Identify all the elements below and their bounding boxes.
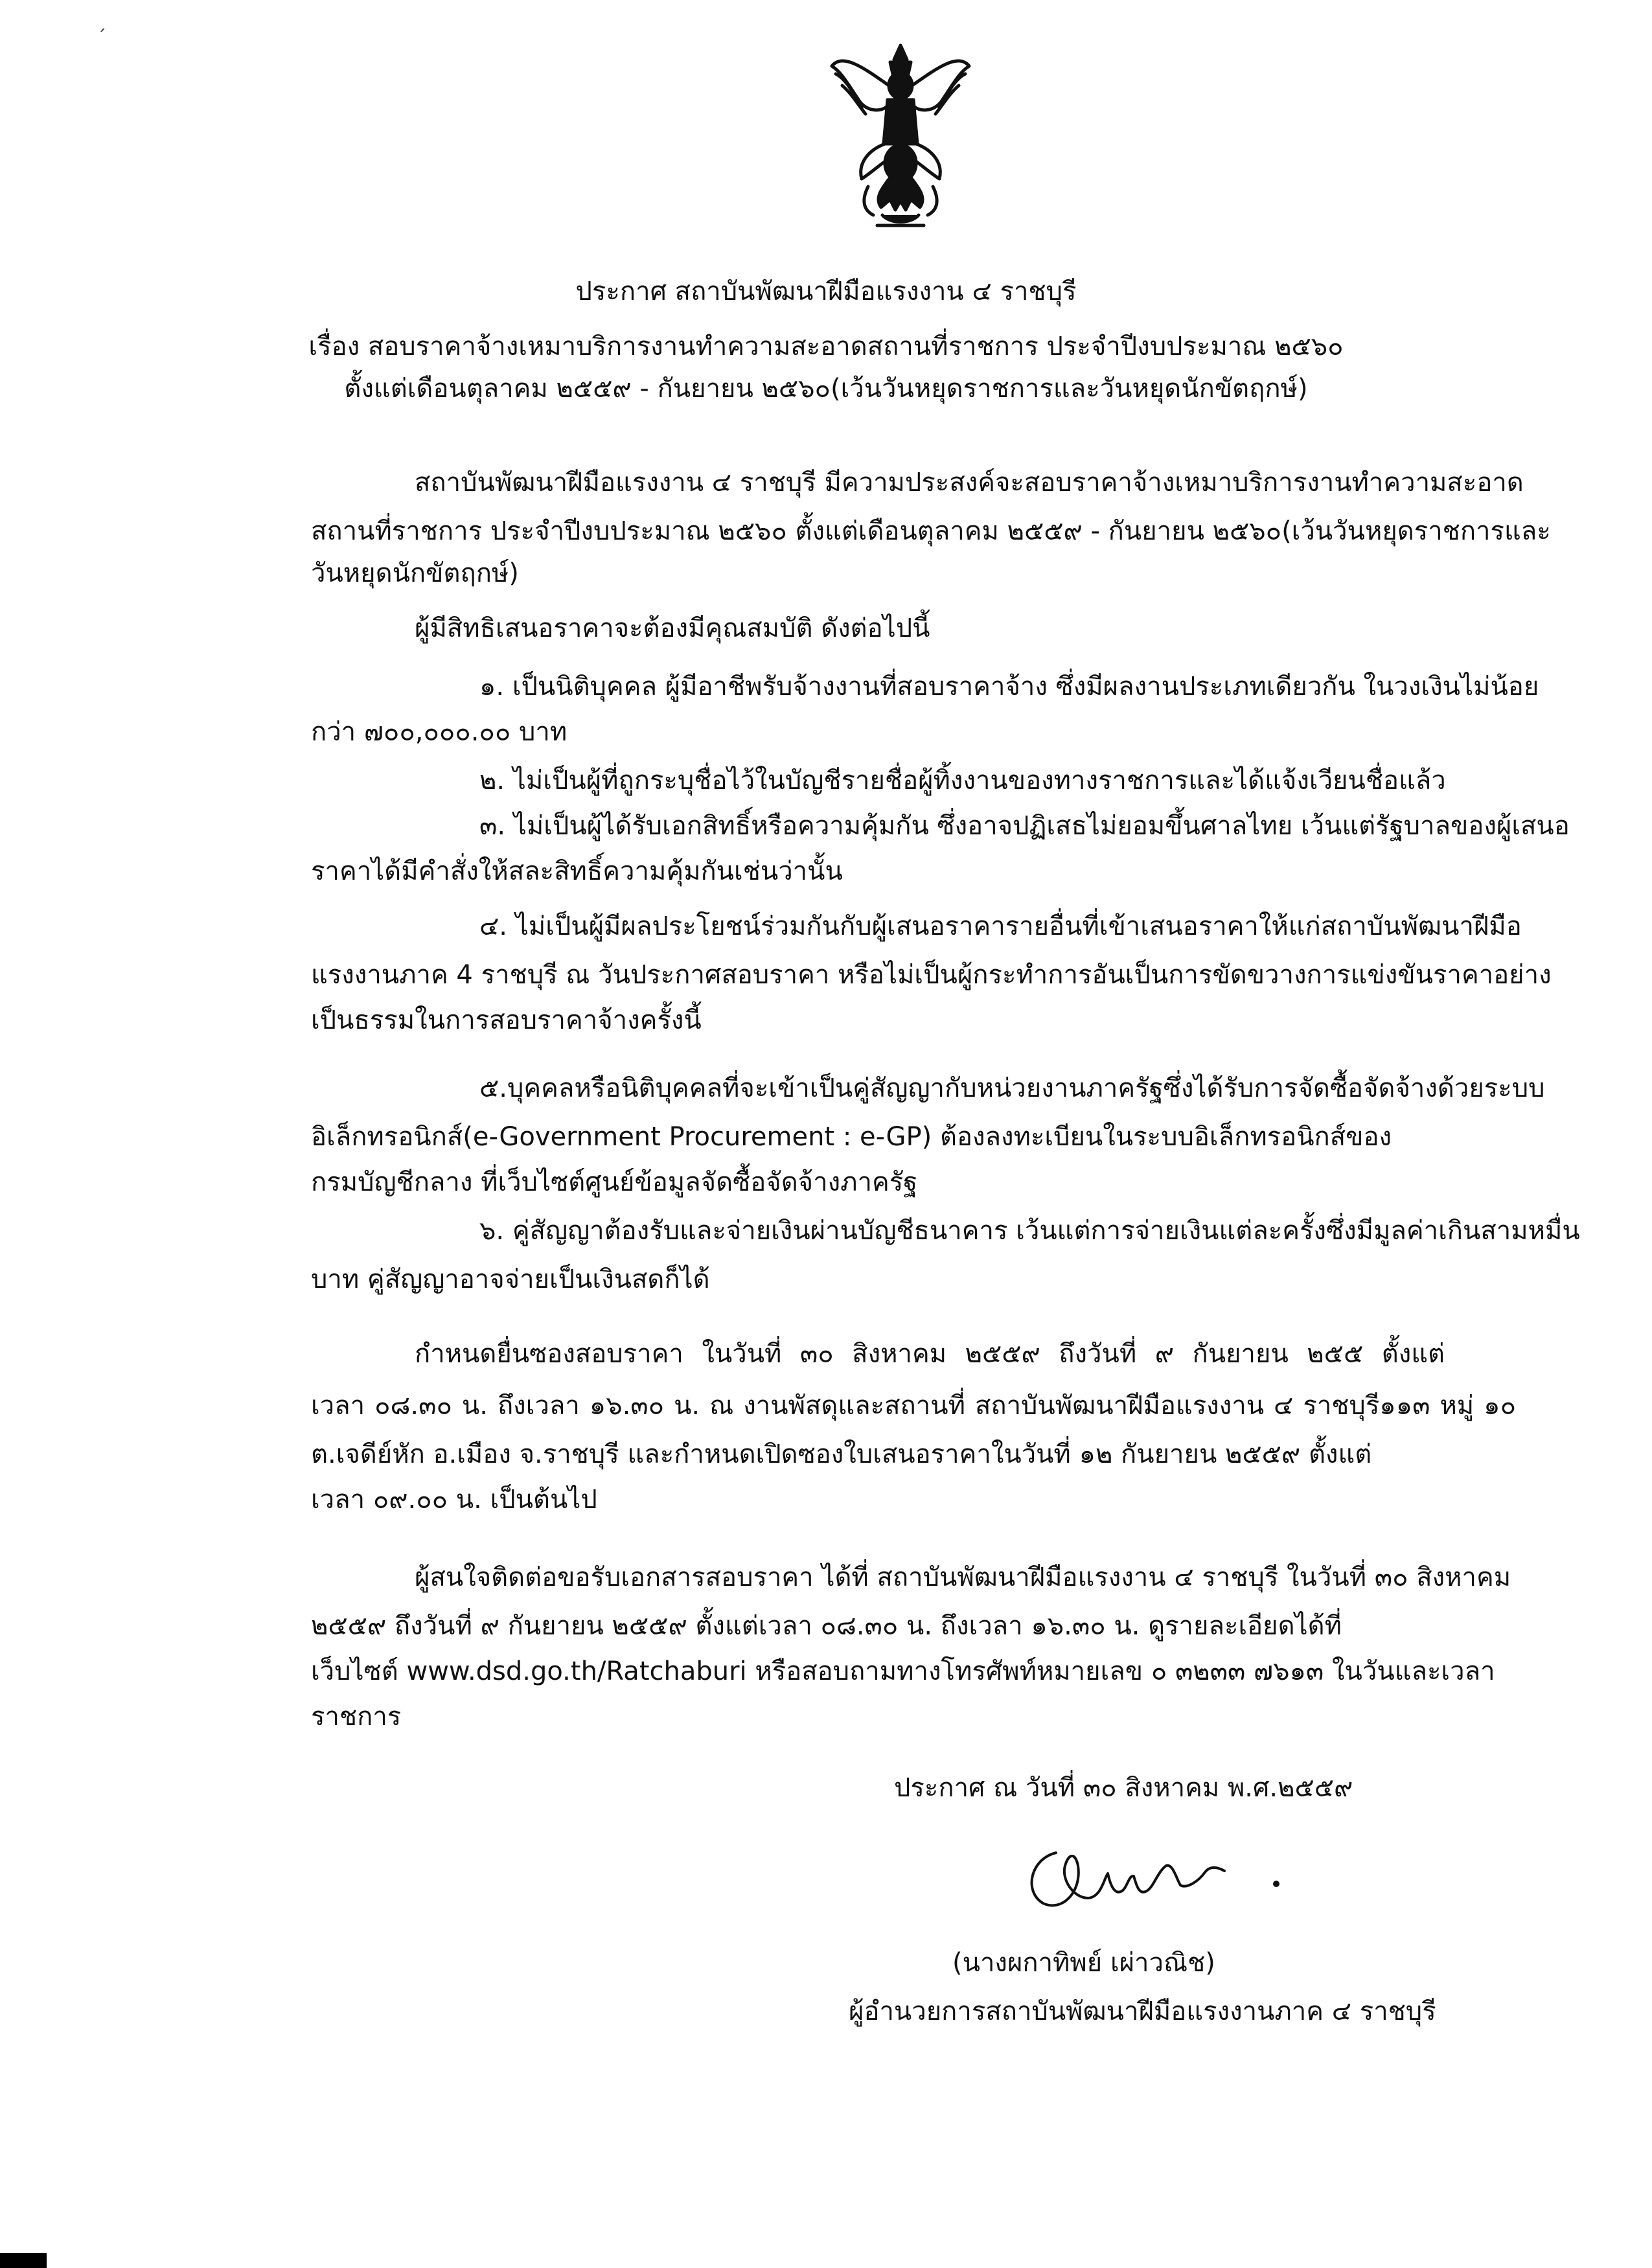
announcement-title: ประกาศ สถาบันพัฒนาฝีมือแรงงาน ๔ ราชบุรี bbox=[575, 277, 1077, 306]
intro-line: สถานที่ราชการ ประจำปีงบประมาณ ๒๕๖๐ ตั้งแต่เดือนตุลาคม ๒๕๕๙ - กันยายน ๒๕๖๐(เว้นวันหยุดราชการและ bbox=[311, 516, 1551, 546]
qualification-4: ๔. ไม่เป็นผู้มีผลประโยชน์ร่วมกันกับผู้เสนอราคารายอื่นที่เข้าเสนอราคาให้แก่สถาบันพัฒนาฝีมือ bbox=[479, 911, 1522, 941]
contact-line: ราชการ bbox=[311, 1702, 402, 1732]
contact-line: เว็บไซต์ www.dsd.go.th/Ratchaburi หรือสอบถามทางโทรศัพท์หมายเลข ๐ ๓๒๓๓ ๗๖๑๓ ในวันและเวลา bbox=[311, 1656, 1495, 1686]
qualification-2: ๒. ไม่เป็นผู้ที่ถูกระบุชื่อไว้ในบัญชีรายชื่อผู้ทิ้งงานของทางราชการและได้แจ้งเวียนชื่อแล้ว bbox=[479, 766, 1446, 796]
qualification-1: กว่า ๗๐๐,๐๐๐.๐๐ บาท bbox=[311, 717, 568, 747]
signer-name: (นางผกาทิพย์ เผ่าวณิช) bbox=[952, 1948, 1215, 1978]
qualification-5: กรมบัญชีกลาง ที่เว็บไซต์ศูนย์ข้อมูลจัดซื้อจัดจ้างภาครัฐ bbox=[311, 1167, 918, 1197]
qualification-6: บาท คู่สัญญาอาจจ่ายเป็นเงินสดก็ได้ bbox=[311, 1265, 710, 1294]
schedule-line: เวลา ๐๘.๓๐ น. ถึงเวลา ๑๖.๓๐ น. ณ งานพัสดุและสถานที่ สถาบันพัฒนาฝีมือแรงงาน ๔ ราชบุรี๑๑๓ หมู่ ๑๐ bbox=[311, 1391, 1516, 1421]
scan-corner-block bbox=[0, 2253, 47, 2268]
qualification-3: ราคาได้มีคำสั่งให้สละสิทธิ์ความคุ้มกันเช่นว่านั้น bbox=[311, 856, 843, 886]
intro-line: วันหยุดนักขัตฤกษ์) bbox=[311, 558, 519, 588]
qualification-3: ๓. ไม่เป็นผู้ได้รับเอกสิทธิ์หรือความคุ้มกัน ซึ่งอาจปฏิเสธไม่ยอมขึ้นศาลไทย เว้นแต่รัฐบาลของผู้เสนอ bbox=[479, 811, 1570, 841]
announcement-subject: เรื่อง สอบราคาจ้างเหมาบริการงานทำความสะอาดสถานที่ราชการ ประจำปีงบประมาณ ๒๕๖๐ bbox=[308, 332, 1344, 361]
qualification-1: ๑. เป็นนิติบุคคล ผู้มีอาชีพรับจ้างงานที่สอบราคาจ้าง ซึ่งมีผลงานประเภทเดียวกัน ในวงเงินไม่น้อย bbox=[479, 672, 1539, 702]
contact-line: ผู้สนใจติดต่อขอรับเอกสารสอบราคา ได้ที่ สถาบันพัฒนาฝีมือแรงงาน ๔ ราชบุรี ในวันที่ ๓๐ สิงหาคม bbox=[415, 1563, 1511, 1592]
schedule-line: เวลา ๐๙.๐๐ น. เป็นต้นไป bbox=[311, 1485, 597, 1515]
schedule-line: ต.เจดีย์หัก อ.เมือง จ.ราชบุรี และกำหนดเปิดซองใบเสนอราคาในวันที่ ๑๒ กันยายน ๒๕๕๙ ตั้งแต่ bbox=[311, 1439, 1372, 1469]
announce-date: ประกาศ ณ วันที่ ๓๐ สิงหาคม พ.ศ.๒๕๕๙ bbox=[894, 1773, 1353, 1803]
schedule-line: กำหนดยื่นซองสอบราคา ในวันที่ ๓๐ สิงหาคม ๒๕๕๙ ถึงวันที่ ๙ กันยายน ๒๕๕ ตั้งแต่ bbox=[415, 1339, 1445, 1369]
qualification-4: เป็นธรรมในการสอบราคาจ้างครั้งนี้ bbox=[311, 1005, 702, 1035]
intro-line: สถาบันพัฒนาฝีมือแรงงาน ๔ ราชบุรี มีความประสงค์จะสอบราคาจ้างเหมาบริการงานทำความสะอาด bbox=[415, 468, 1524, 498]
qualification-5: อิเล็กทรอนิกส์(e-Government Procurement : e-GP) ต้องลงทะเบียนในระบบอิเล็กทรอนิกส์ของ bbox=[311, 1122, 1392, 1152]
qualifications-heading: ผู้มีสิทธิเสนอราคาจะต้องมีคุณสมบัติ ดังต่อไปนี้ bbox=[415, 613, 930, 643]
qualification-4: แรงงานภาค 4 ราชบุรี ณ วันประกาศสอบราคา หรือไม่เป็นผู้กระทำการอันเป็นการขัดขวางการแข่งขันราคาอย่าง bbox=[311, 960, 1552, 990]
signer-position: ผู้อำนวยการสถาบันพัฒนาฝีมือแรงงานภาค ๔ ราชบุรี bbox=[849, 1997, 1436, 2026]
garuda-emblem-icon bbox=[823, 40, 978, 235]
qualification-5: ๕.บุคคลหรือนิติบุคคลที่จะเข้าเป็นคู่สัญญากับหน่วยงานภาครัฐซึ่งได้รับการจัดซื้อจัดจ้างด้วยระบบ bbox=[479, 1073, 1545, 1103]
scan-mark: ˊ bbox=[97, 26, 106, 47]
contact-line: ๒๕๕๙ ถึงวันที่ ๙ กันยายน ๒๕๕๙ ตั้งแต่เวลา ๐๘.๓๐ น. ถึงเวลา ๑๖.๓๐ น. ดูรายละเอียดได้ที่ bbox=[311, 1611, 1342, 1641]
signature bbox=[1011, 1827, 1309, 1924]
qualification-6: ๖. คู่สัญญาต้องรับและจ่ายเงินผ่านบัญชีธนาคาร เว้นแต่การจ่ายเงินแต่ละครั้งซึ่งมีมูลค่าเกินสามหมื่น bbox=[479, 1216, 1580, 1246]
announcement-period: ตั้งแต่เดือนตุลาคม ๒๕๕๙ - กันยายน ๒๕๖๐(เว้นวันหยุดราชการและวันหยุดนักขัตฤกษ์) bbox=[344, 374, 1308, 404]
